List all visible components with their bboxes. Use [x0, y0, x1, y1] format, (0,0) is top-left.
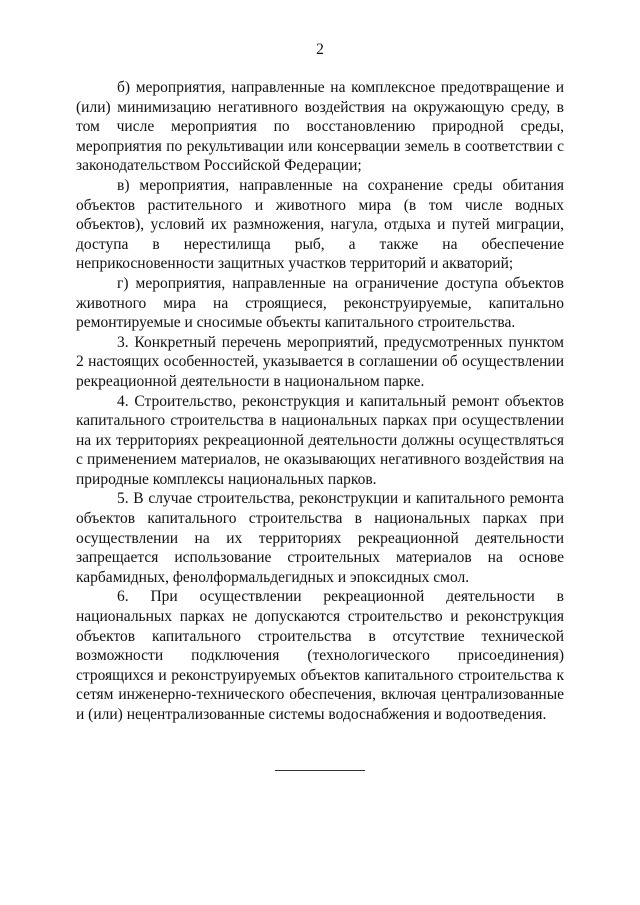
- paragraph-b: б) мероприятия, направленные на комплексное предотвращение и (или) минимизацию негативного воздействия на окружающую среду, в том числе мероприятия по восстановлению природной среды, мероприятия по рекультивации или консервации земель в соответствии с законодательством Российской Федерации;: [76, 79, 564, 175]
- paragraph-4: 4. Строительство, реконструкция и капитальный ремонт объектов капитального строительства в национальных парках при осуществлении на их территориях рекреационной деятельности должны осуществляться с применением материалов, не оказывающих негативного воздействия на природные комплексы национальных парков.: [76, 392, 564, 488]
- document-body: [76, 78, 564, 725]
- end-of-text-separator: [275, 770, 365, 771]
- paragraph-5: 5. В случае строительства, реконструкции и капитального ремонта объектов капитального строительства в национальных парках при осуществлении на их территориях рекреационной деятельности запрещается использование строительных материалов на основе карбамидных, фенолформальдегидных и эпоксидных смол.: [76, 490, 564, 586]
- page-number: 2: [316, 41, 324, 58]
- paragraph-6: 6. При осуществлении рекреационной деятельности в национальных парках не допускаются строительство и реконструкция объектов капитального строительства в отсутствие технической возможности подключения (технологического присоединения) строящихся и реконструируемых объектов капитального строительства к сетям инженерно-технического обеспечения, включая централизованные и (или) нецентрализованные системы водоснабжения и водоотведения.: [76, 588, 564, 723]
- paragraph-g: г) мероприятия, направленные на ограничение доступа объектов животного мира на строящиеся, реконструируемые, капитально ремонтируемые и сносимые объекты капитального строительства.: [76, 274, 564, 332]
- paragraph-3: 3. Конкретный перечень мероприятий, предусмотренных пунктом 2 настоящих особенностей, указывается в соглашении об осуществлении рекреационной деятельности в национальном парке.: [76, 333, 564, 390]
- paragraph-v: в) мероприятия, направленные на сохранение среды обитания объектов растительного и животного мира (в том числе водных объектов), условий их размножения, нагула, отдыха и путей миграции, доступа в нерестилища рыб, а также на обеспечение неприкосновенности защитных участков территорий и акваторий;: [76, 176, 564, 273]
